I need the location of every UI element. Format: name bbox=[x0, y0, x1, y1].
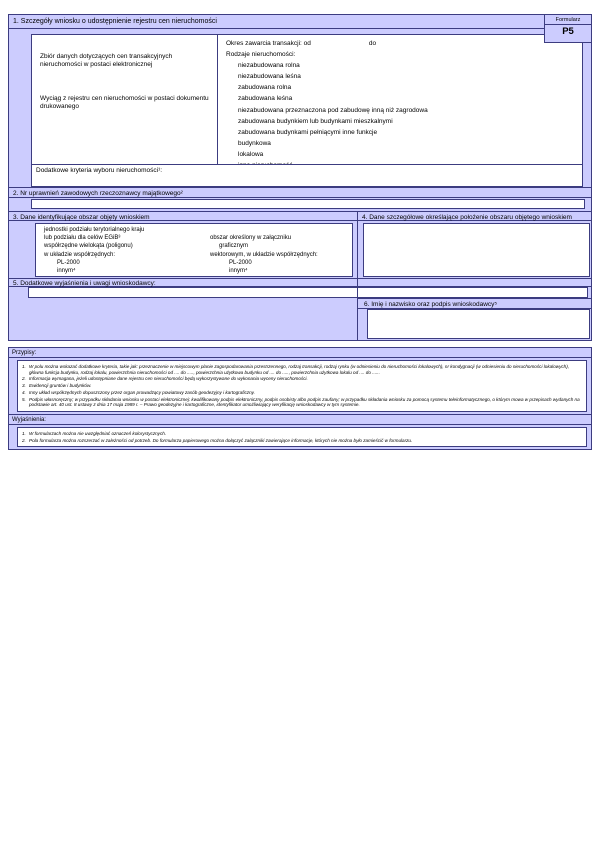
footnote-number: 1. bbox=[22, 364, 26, 369]
form-p5-main bbox=[8, 14, 592, 341]
footnote-text: Inny układ współrzędnych dopuszczony przez organ prowadzący powiatowy zasób geodezyjny i kartograficzny. bbox=[29, 389, 255, 395]
area-option-cell bbox=[210, 226, 352, 234]
footnote-item bbox=[20, 383, 582, 389]
property-type-item: zabudowana leśna bbox=[238, 95, 293, 103]
section3-title: 3. Dane identyfikujące obszar objęty wnioskiem bbox=[9, 211, 357, 221]
explanations-title: Wyjaśnienia: bbox=[9, 414, 591, 425]
form-code-value: P5 bbox=[562, 26, 574, 37]
area-location-details-field[interactable] bbox=[363, 223, 590, 277]
section4-title: 4. Dane szczegółowe określające położenie obszaru objętego wnioskiem bbox=[357, 211, 591, 221]
additional-criteria-field[interactable] bbox=[31, 164, 583, 187]
option-electronic-dataset: Zbiór danych dotyczących cen transakcyjnych nieruchomości w postaci elektronicznej bbox=[40, 53, 173, 68]
footnote-number: 4. bbox=[22, 389, 26, 395]
section1-title: 1. Szczegóły wniosku o udostępnienie rejestru cen nieruchomości bbox=[9, 15, 591, 29]
applicant-signature-field[interactable] bbox=[367, 309, 590, 339]
property-type-item: budynkowa bbox=[238, 139, 271, 147]
option-polygon-coordinates: współrzędne wielokąta (poligonu) bbox=[44, 243, 133, 250]
additional-criteria-label: Dodatkowe kryteria wyboru nieruchomości¹: bbox=[36, 167, 163, 174]
explanation-text: Pola formularza można rozszerzać w zależności od potrzeb. Do formularza papierowego można dołączyć załączniki zawierające informacje, których nie można było zamieścić w formularzu. bbox=[29, 437, 413, 443]
transaction-period-label: Okres zawarcia transakcji: od bbox=[226, 40, 311, 47]
property-type-item: lokalowa bbox=[238, 150, 264, 158]
section1-content bbox=[31, 34, 583, 165]
section2-title: 2. Nr uprawnień zawodowych rzeczoznawcy majątkowego² bbox=[9, 187, 591, 198]
property-type-item: niezabudowana leśna bbox=[238, 73, 301, 81]
form-code-box bbox=[544, 15, 591, 43]
form-notes bbox=[8, 347, 592, 450]
explanation-number: 2. bbox=[22, 437, 26, 443]
area-option-row bbox=[36, 234, 352, 242]
footnotes-title: Przypisy: bbox=[9, 348, 591, 358]
footnote-item bbox=[20, 376, 582, 382]
option-attachment-area: obszar określony w załączniku bbox=[210, 235, 292, 242]
footnote-item bbox=[20, 397, 582, 408]
option-other-system-right: innym⁴ bbox=[229, 268, 248, 275]
footnote-number: 5. bbox=[22, 396, 26, 402]
property-type-item: niezabudowana przeznaczona pod zabudowę inną niż zagrodowa bbox=[238, 106, 428, 114]
property-type-item: zabudowana budynkiem lub budynkami mieszkalnymi bbox=[238, 117, 393, 125]
property-type-item: zabudowana rolna bbox=[238, 84, 292, 92]
property-type-item: niezabudowana rolna bbox=[238, 62, 300, 70]
footnote-number: 3. bbox=[22, 383, 26, 389]
section5-title: 5. Dodatkowe wyjaśnienia i uwagi wnioskodawcy: bbox=[9, 278, 591, 287]
explanation-item bbox=[20, 431, 582, 437]
area-option-row bbox=[36, 259, 352, 267]
footnote-item bbox=[20, 390, 582, 396]
section1-format-options bbox=[32, 35, 218, 164]
section3-area-options bbox=[35, 223, 353, 277]
explanation-text: W formularzach można nie uwzględniać oznaczeń kolorystycznych. bbox=[29, 430, 167, 436]
option-printed-extract: Wyciąg z rejestru cen nieruchomości w postaci dokumentu drukowanego bbox=[40, 95, 209, 110]
footnote-number: 2. bbox=[22, 376, 26, 382]
option-egib-division: lub podziału dla celów EGiB³ bbox=[44, 235, 121, 242]
transaction-period-row bbox=[226, 38, 582, 49]
area-option-row bbox=[36, 226, 352, 234]
footnote-item bbox=[20, 364, 582, 375]
option-coordinate-system-label: w układzie współrzędnych: bbox=[44, 251, 116, 258]
explanation-item bbox=[20, 438, 582, 444]
footnote-text: Informacja wymagana, jeżeli udostępniane dane rejestru cen nieruchomości będą wykorzystywane do wykonania wyceny nieruchomości. bbox=[29, 376, 308, 382]
area-option-row bbox=[36, 267, 352, 275]
option-other-system-left: innym⁴ bbox=[57, 268, 76, 275]
explanations-box bbox=[17, 427, 587, 447]
area-option-row bbox=[36, 242, 352, 250]
option-pl2000-left: PL-2000 bbox=[57, 259, 80, 266]
option-territorial-units: jednostki podziału terytorialnego kraju bbox=[44, 227, 145, 233]
section1-criteria bbox=[218, 35, 582, 164]
footnotes-box bbox=[17, 360, 587, 412]
section-divider-line bbox=[357, 211, 358, 340]
section6-title: 6. Imię i nazwisko oraz podpis wnioskodawcy⁵ bbox=[358, 298, 591, 309]
footnote-text: Podpis własnoręczny; w przypadku składania wniosku w postaci elektronicznej: kwalifikowany podpis elektroniczny, podpis osobisty albo podpis zaufany; w przypadku składania wniosku za pomocą systemu teleinformatycznego, o którym mowa w przepisach wydanych na podstawie art. 40 ust. 8 ustawy z dnia 17 maja 1989 r. – Prawo geodezyjne i kartograficzne, identyfikator umożliwiający weryfikację wnioskodawcy w tym systemie. bbox=[29, 396, 580, 408]
area-option-row bbox=[36, 251, 352, 259]
transaction-period-to-label: do bbox=[368, 40, 377, 47]
option-vector-attachment: wektorowym, w układzie współrzędnych: bbox=[210, 251, 318, 258]
property-type-item: zabudowana budynkami pełniącymi inne funkcje bbox=[238, 128, 378, 136]
property-types-label: Rodzaje nieruchomości: bbox=[226, 51, 296, 59]
option-graphic-attachment: graficznym bbox=[219, 243, 249, 250]
applicant-remarks-field[interactable] bbox=[28, 287, 588, 298]
appraiser-license-number-field[interactable] bbox=[31, 199, 585, 209]
footnote-text: Ewidencji gruntów i budynków. bbox=[29, 383, 92, 389]
explanation-number: 1. bbox=[22, 430, 26, 436]
option-pl2000-right: PL-2000 bbox=[229, 259, 252, 266]
footnote-text: W polu można wskazać dodatkowe kryteria, takie jak: przeznaczenie w miejscowym planie zagospodarowania przestrzennego, rodzaj transakcji, rodzaj rynku (w odniesieniu do nieruchomości lokalowych), nr kondygnacji (w odniesieniu do nieruchomości lokalowych), główna funkcja budynku, rodzaj lokalu, powierzchnia nieruchomości od .... do ....., powierzchnia użytkowa budynku od .... do ....., powierzchnia użytkowa lokalu od .... do ...... bbox=[29, 364, 570, 375]
form-code-label: Formularz bbox=[545, 15, 591, 25]
